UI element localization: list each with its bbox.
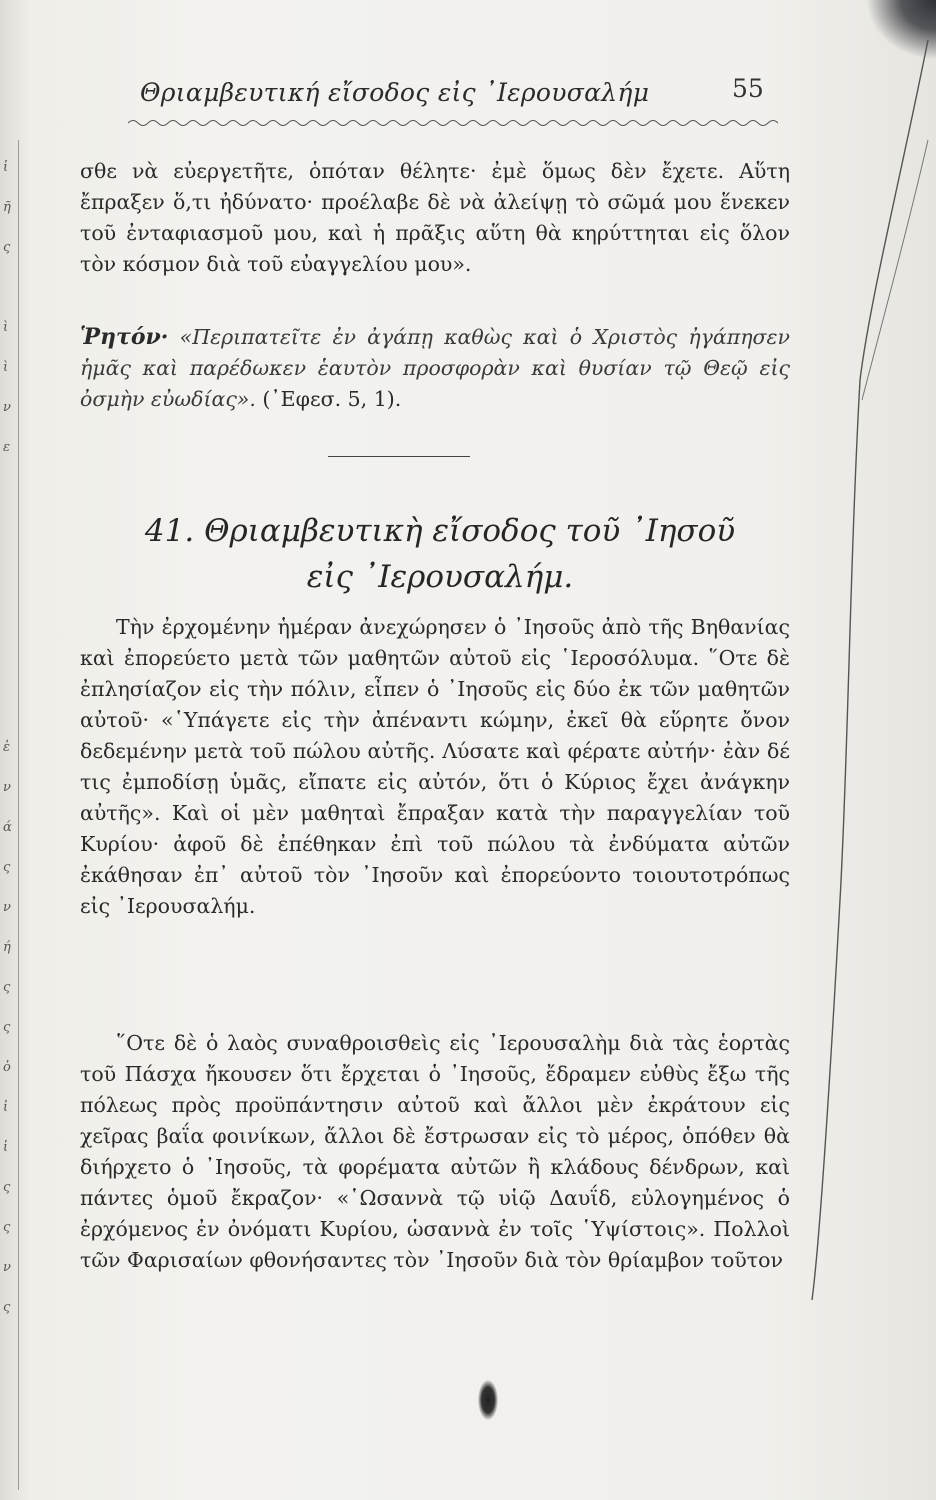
continuation-text: σθε νὰ εὐεργετῆτε, ὁπόταν θέλητε· ἐμὲ ὅμως δὲν ἔχετε. Αὕτη ἔπραξεν ὅ,τι ἠδύνατο· προέλαβε δὲ νὰ ἀλείψῃ τὸ σῶμά μου ἕνεκεν τοῦ ἐνταφιασμοῦ μου, καὶ ἡ πρᾶξις αὕτη θὰ κηρύττηται εἰς ὅλον τὸν κόσμον διὰ τοῦ εὐαγγελίου μου». bbox=[80, 159, 790, 276]
paragraph-crowd-text: ῞Οτε δὲ ὁ λαὸς συναθροισθεὶς εἰς ᾿Ιερουσαλὴμ διὰ τὰς ἑορτὰς τοῦ Πάσχα ἤκουσεν ὅτι ἔρχεται ὁ ᾿Ιησοῦς, ἔδραμεν εὐθὺς ἔξω τῆς πόλεως πρὸς προϋπάντησιν αὐτοῦ καὶ ἄλλοι μὲν ἐκράτουν εἰς χεῖρας βαΐα φοινίκων, ἄλλοι δὲ ἔστρωσαν εἰς τὸ μέρος, ὁπόθεν θὰ διήρχετο ὁ ᾿Ιησοῦς, τὰ φορέματα αὐτῶν ἢ κλάδους δένδρων, καὶ πάντες ὁμοῦ ἔκραζον· «῾Ωσαννὰ τῷ υἱῷ Δαυΐδ, εὐλογημένος ὁ ἐρχόμενος ἐν ὀνόματι Κυρίου, ὡσαννὰ ἐν τοῖς ῾Υψίστοις». Πολλοὶ τῶν Φαρισαίων φθονήσαντες τὸν ᾿Ιησοῦν διὰ τὸν θρίαμβον τοῦτον bbox=[80, 1031, 790, 1272]
paragraph-entry-text: Τὴν ἐρχομένην ἡμέραν ἀνεχώρησεν ὁ ᾿Ιησοῦς ἀπὸ τῆς Βηθανίας καὶ ἐπορεύετο μετὰ τῶν μαθητῶν αὐτοῦ εἰς ῾Ιεροσόλυμα. ῞Οτε δὲ ἐπλησίαζον εἰς τὴν πόλιν, εἶπεν ὁ ᾿Ιησοῦς εἰς δύο ἐκ τῶν μαθητῶν αὐτοῦ· «῾Υπάγετε εἰς τὴν ἀπέναντι κώμην, ἐκεῖ θὰ εὕρητε ὄνον δεδεμένην μετὰ τοῦ πώλου αὐτῆς. Λύσατε καὶ φέρατε αὐτήν· ἐὰν δέ τις ἐμποδίσῃ ὑμᾶς, εἴπατε εἰς αὐτόν, ὅτι ὁ Κύριος ἔχει ἀνάγκην αὐτῆς». Καὶ οἱ μὲν μαθηταὶ ἔπραξαν κατὰ τὴν παραγγελίαν τοῦ Κυρίου· ἀφοῦ δὲ ἐπέθηκαν ἐπὶ τοῦ πώλου τὰ ἐνδύματα αὐτῶν ἐκάθησαν ἐπ᾿ αὐτοῦ τὸν ᾿Ιησοῦν καὶ ἐπορεύοντο τοιουτοτρόπως εἰς ᾿Ιερουσαλήμ. bbox=[80, 615, 790, 918]
memory-verse-quote: «Περιπατεῖτε ἐν ἀγάπῃ καθὼς καὶ ὁ Χριστὸς ἠγάπησεν ἡμᾶς καὶ παρέδωκεν ἑαυτὸν προσφορὰν καὶ θυσίαν τῷ Θεῷ εἰς ὀσμὴν εὐωδίας». bbox=[80, 325, 790, 411]
memory-verse-label: Ῥητόν· bbox=[80, 324, 169, 350]
running-title: Θριαμβευτική εἴσοδος εἰς ᾿Ιερουσαλήμ bbox=[140, 78, 650, 107]
memory-verse-reference: (᾿Εφεσ. 5, 1). bbox=[262, 387, 402, 411]
chapter-title-line1: 41. Θριαμβευτικὴ εἴσοδος τοῦ ᾿Ιησοῦ bbox=[144, 513, 736, 549]
chapter-title-line2: εἰς ᾿Ιερουσαλήμ. bbox=[306, 559, 574, 595]
ink-blot bbox=[478, 1380, 498, 1420]
page-number: 55 bbox=[732, 74, 764, 103]
gutter-edge: ἰ ῆ ς ὶ ὶ ν ε ἑ ν ά ς ν ή ς ς ὁ ἰ ἱ ς ς ν ς bbox=[0, 140, 19, 1490]
